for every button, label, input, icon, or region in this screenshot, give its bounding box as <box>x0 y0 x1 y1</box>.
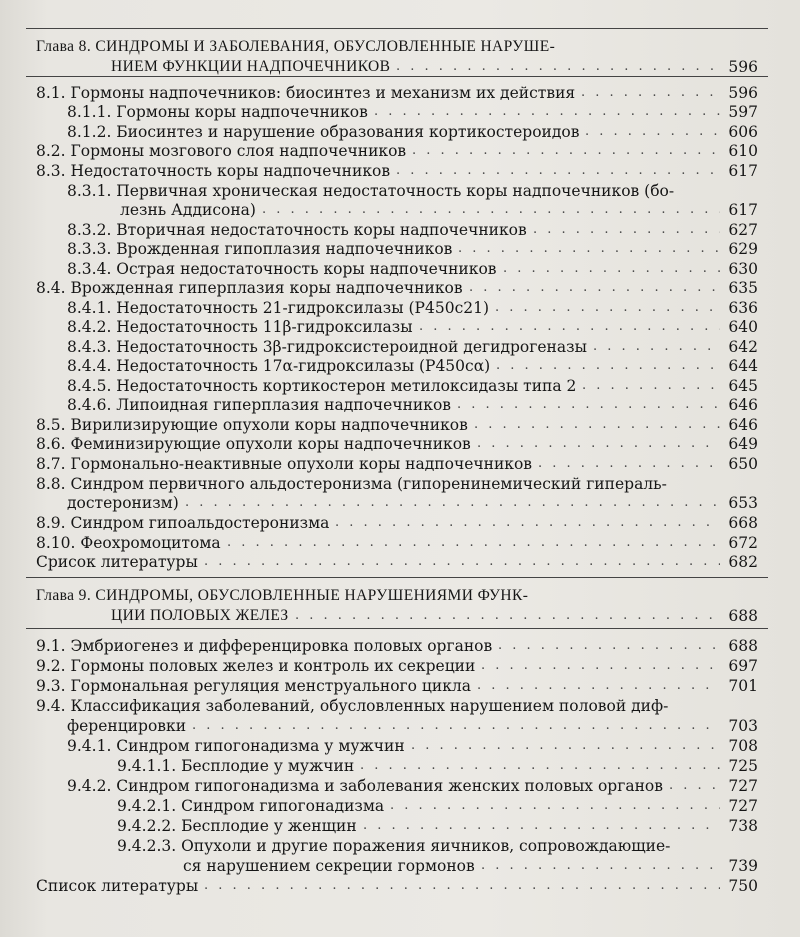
dot-leader <box>204 551 720 573</box>
dot-leader <box>396 56 720 78</box>
page-number: 672 <box>728 534 758 552</box>
toc-entry <box>0 512 800 534</box>
toc-entry-title: 8.3.4. Острая недостаточность коры надпочечников <box>67 260 497 278</box>
dot-leader <box>295 605 720 627</box>
toc-entry-title: 8.5. Вирилизирующие опухоли коры надпочечников <box>36 416 468 434</box>
chapter-heading <box>0 605 800 627</box>
dot-leader <box>192 715 720 737</box>
toc-entry-title: 8.4. Врожденная гиперплазия коры надпочечников <box>36 279 463 297</box>
toc-entry-title: 9.4.2.2. Бесплодие у женщин <box>117 817 357 835</box>
toc-entry-title: 8.4.3. Недостаточность 3β-гидроксистероидной дегидрогеназы <box>67 338 587 356</box>
page-number: 610 <box>728 142 758 160</box>
toc-entry-title: 8.1. Гормоны надпочечников: биосинтез и механизм их действия <box>36 84 576 102</box>
toc-entry <box>0 551 800 573</box>
dot-leader <box>419 316 720 338</box>
toc-entry <box>0 655 800 677</box>
toc-entry <box>0 316 800 338</box>
toc-entry-title: 8.3.1. Первичная хроническая недостаточность коры надпочечников (бо- <box>67 182 675 200</box>
dot-leader <box>481 855 720 877</box>
toc-entry <box>0 492 800 514</box>
page-number: 750 <box>728 877 758 895</box>
toc-entry-title: 8.4.4. Недостаточность 17α-гидроксилазы (Р450сα) <box>67 357 491 375</box>
dot-leader <box>669 775 720 797</box>
page-number: 596 <box>728 84 758 102</box>
toc-entry-title: НИЕМ ФУНКЦИИ НАДПОЧЕЧНИКОВ <box>111 58 391 75</box>
page-number: 596 <box>728 58 758 76</box>
dot-leader <box>477 675 720 697</box>
page-number: 646 <box>728 416 758 434</box>
toc-entry <box>0 815 800 837</box>
dot-leader <box>262 199 720 221</box>
page-number: 739 <box>728 857 758 875</box>
toc-entry <box>0 775 800 797</box>
toc-entry-title: ференцировки <box>67 717 187 735</box>
toc-entry <box>0 453 800 475</box>
page-number: 645 <box>728 377 758 395</box>
page-number: 642 <box>728 338 758 356</box>
dot-leader <box>185 492 720 514</box>
toc-entry <box>0 140 800 162</box>
toc-entry <box>0 875 800 897</box>
toc-entry <box>0 795 800 817</box>
dot-leader <box>363 815 720 837</box>
page-number: 635 <box>728 279 758 297</box>
page-number: 617 <box>728 201 758 219</box>
dot-leader <box>458 238 720 260</box>
toc-entry <box>0 277 800 299</box>
toc-entry <box>0 238 800 260</box>
toc-entry-title: 9.2. Гормоны половых желез и контроль их секреции <box>36 657 476 675</box>
page-number: 688 <box>728 637 758 655</box>
page-number: 697 <box>728 657 758 675</box>
toc-entry <box>0 355 800 377</box>
chapter-heading <box>0 56 800 78</box>
toc-entry <box>0 835 800 857</box>
toc-entry <box>0 755 800 777</box>
dot-leader <box>360 755 720 777</box>
toc-entry-title: 8.9. Синдром гипоальдостеронизма <box>36 514 330 532</box>
toc-entry-title: 9.3. Гормональная регуляция менструального цикла <box>36 677 472 695</box>
page-number: 636 <box>728 299 758 317</box>
page-number: 682 <box>728 553 758 571</box>
toc-entry-title: 9.4.1.1. Бесплодие у мужчин <box>117 757 355 775</box>
toc-entry-title: Глава 9. СИНДРОМЫ, ОБУСЛОВЛЕННЫЕ НАРУШЕНИЯМИ ФУНК- <box>36 587 529 604</box>
toc-entry-title: 8.8. Синдром первичного альдостеронизма (гипоренинемический гипераль- <box>36 475 667 493</box>
dot-leader <box>481 655 720 677</box>
toc-entry-title: Срисок литературы <box>36 553 198 571</box>
dot-leader <box>335 512 720 534</box>
toc-entry-title: 9.4. Классификация заболеваний, обусловленных нарушением половой диф- <box>36 697 669 715</box>
chapter-heading <box>0 585 800 607</box>
divider-top <box>26 28 768 29</box>
page-number: 653 <box>728 494 758 512</box>
page-number: 646 <box>728 396 758 414</box>
chapter-heading <box>0 36 800 58</box>
toc-entry-title: 8.3. Недостаточность коры надпочечников <box>36 162 391 180</box>
dot-leader <box>411 735 720 757</box>
page-number: 727 <box>728 777 758 795</box>
page-number: 708 <box>728 737 758 755</box>
toc-entry-title: 8.1.2. Биосинтез и нарушение образования кортикостероидов <box>67 123 580 141</box>
page-number: 725 <box>728 757 758 775</box>
page-number: 644 <box>728 357 758 375</box>
toc-entry <box>0 101 800 123</box>
dot-leader <box>477 433 720 455</box>
page-number: 701 <box>728 677 758 695</box>
toc-entry <box>0 695 800 717</box>
page-number: 629 <box>728 240 758 258</box>
toc-entry-title: 8.1.1. Гормоны коры надпочечников <box>67 103 368 121</box>
page-number: 649 <box>728 435 758 453</box>
divider-chapter-9-end <box>26 628 768 629</box>
toc-entry-title: 9.4.2.1. Синдром гипогонадизма <box>117 797 385 815</box>
toc-entry-title: лезнь Аддисона) <box>120 201 256 219</box>
dot-leader <box>538 453 720 475</box>
toc-entry-title: ЦИИ ПОЛОВЫХ ЖЕЛЕЗ <box>111 607 289 624</box>
toc-entry <box>0 855 800 877</box>
dot-leader <box>412 140 720 162</box>
page-number: 668 <box>728 514 758 532</box>
dot-leader <box>396 160 720 182</box>
toc-entry-title: 9.4.2.3. Опухоли и другие поражения яичников, сопровождающие- <box>117 837 671 855</box>
dot-leader <box>496 355 720 377</box>
toc-entry-title: 8.3.2. Вторичная недостаточность коры надпочечников <box>67 221 527 239</box>
toc-entry <box>0 394 800 416</box>
toc-entry <box>0 675 800 697</box>
toc-entry-title: 8.3.3. Врожденная гипоплазия надпочечников <box>67 240 453 258</box>
toc-entry-title: 9.4.1. Синдром гипогонадизма у мужчин <box>67 737 405 755</box>
dot-leader <box>204 875 720 897</box>
toc-entry-title: достеронизм) <box>67 494 179 512</box>
page-number: 650 <box>728 455 758 473</box>
page-number: 727 <box>728 797 758 815</box>
toc-entry-title: 9.1. Эмбриогенез и дифференцировка половых органов <box>36 637 493 655</box>
toc-entry-title: 9.4.2. Синдром гипогонадизма и заболевания женских половых органов <box>67 777 663 795</box>
page-number: 703 <box>728 717 758 735</box>
dot-leader <box>457 394 720 416</box>
toc-entry <box>0 199 800 221</box>
page-number: 606 <box>728 123 758 141</box>
toc-entry-title: Глава 8. СИНДРОМЫ И ЗАБОЛЕВАНИЯ, ОБУСЛОВЛЕННЫЕ НАРУШЕ- <box>36 38 556 55</box>
toc-entry <box>0 715 800 737</box>
toc-entry <box>0 735 800 757</box>
page-number: 597 <box>728 103 758 121</box>
dot-leader <box>498 635 720 657</box>
toc-entry-title: 8.6. Феминизирующие опухоли коры надпочечников <box>36 435 471 453</box>
page-number: 630 <box>728 260 758 278</box>
toc-entry-title: 8.4.1. Недостаточность 21-гидроксилазы (Р450с21) <box>67 299 490 317</box>
dot-leader <box>390 795 720 817</box>
toc-entry <box>0 160 800 182</box>
toc-entry-title: 8.4.6. Липоидная гиперплазия надпочечников <box>67 396 452 414</box>
divider-chapter-9 <box>26 577 768 578</box>
page-number: 627 <box>728 221 758 239</box>
toc-entry-title: 8.7. Гормонально-неактивные опухоли коры надпочечников <box>36 455 533 473</box>
dot-leader <box>374 101 720 123</box>
toc-entry-title: Список литературы <box>36 877 199 895</box>
dot-leader <box>469 277 720 299</box>
toc-entry <box>0 433 800 455</box>
toc-entry-title: 8.10. Феохромоцитома <box>36 534 221 552</box>
toc-entry <box>0 635 800 657</box>
page-number: 688 <box>728 607 758 625</box>
toc-entry-title: 8.4.5. Недостаточность кортикостерон метилоксидазы типа 2 <box>67 377 577 395</box>
toc-entry-title: 8.2. Гормоны мозгового слоя надпочечников <box>36 142 407 160</box>
toc-entry-title: 8.4.2. Недостаточность 11β-гидроксилазы <box>67 318 413 336</box>
page-number: 738 <box>728 817 758 835</box>
page-number: 617 <box>728 162 758 180</box>
page-number: 640 <box>728 318 758 336</box>
toc-entry-title: ся нарушением секреции гормонов <box>183 857 475 875</box>
